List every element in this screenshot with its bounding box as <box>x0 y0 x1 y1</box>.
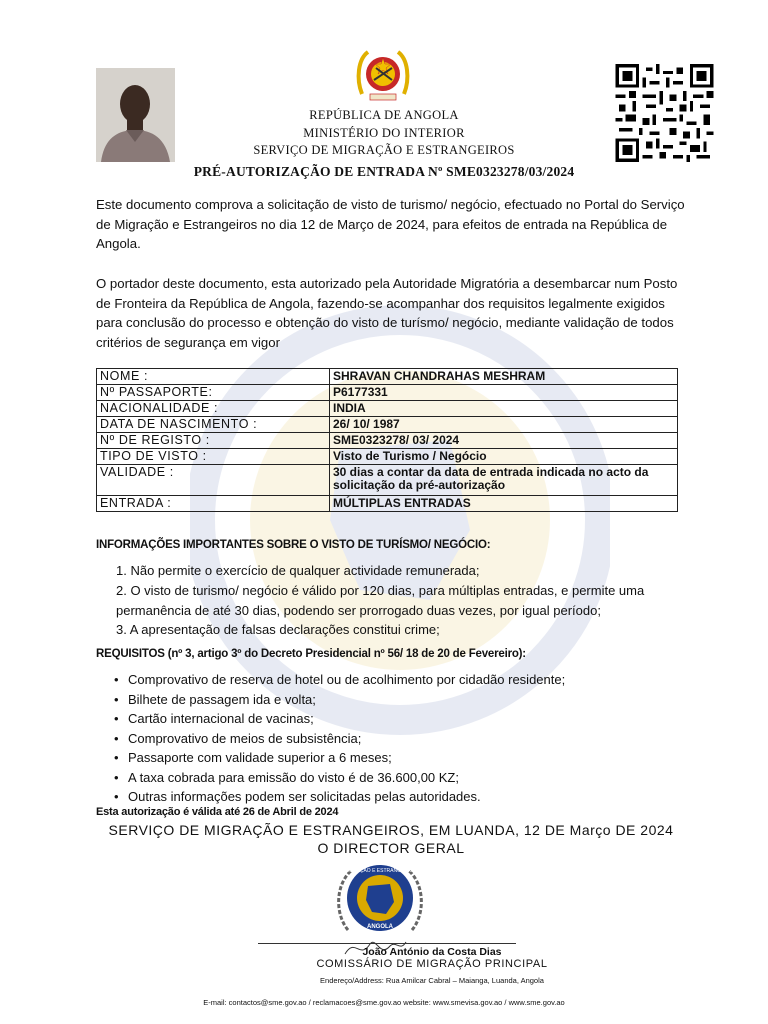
table-row <box>97 417 678 433</box>
angola-coat-of-arms-icon <box>354 44 412 104</box>
seal-top-text: MIGRAÇÃO E ESTRANGEIROS <box>343 868 417 874</box>
table-row <box>97 369 678 385</box>
footer-contacts: E-mail: contactos@sme.gov.ao / reclamacoes@sme.gov.ao website: www.smevisa.gov.ao / www.sme.gov.ao <box>203 998 565 1007</box>
header-republic: REPÚBLICA DE ANGOLA <box>309 108 459 122</box>
list-item <box>116 581 716 620</box>
label-name: NOME : <box>97 369 330 385</box>
value-registration: SME0323278/ 03/ 2024 <box>330 433 678 449</box>
label-passport: Nº PASSAPORTE: <box>97 385 330 401</box>
table-row <box>97 433 678 449</box>
sme-seal-icon <box>330 858 430 940</box>
table-row <box>97 465 678 496</box>
header-service: SERVIÇO DE MIGRAÇÃO E ESTRANGEIROS <box>253 143 515 157</box>
paragraph-request: Este documento comprova a solicitação de visto de turismo/ negócio, efectuado no Portal do Serviço de Migração e Estrangeiros no dia 12 de Março de 2024, para efeitos de entrada na República de Angola. <box>96 197 685 251</box>
list-item: • A taxa cobrada para emissão do visto é de 36.600,00 KZ; <box>114 768 674 788</box>
value-birthdate: 26/ 10/ 1987 <box>330 417 678 433</box>
list-item: • Passaporte com validade superior a 6 meses; <box>114 748 674 768</box>
list-item: • Outras informações podem ser solicitadas pelas autoridades. <box>114 787 674 807</box>
value-passport: P6177331 <box>330 385 678 401</box>
label-entry: ENTRADA : <box>97 496 330 512</box>
info-list-item-3-wrap <box>116 620 716 640</box>
table-row <box>97 496 678 512</box>
label-birthdate: DATA DE NASCIMENTO : <box>97 417 330 433</box>
director-title: O DIRECTOR GERAL <box>317 840 465 856</box>
table-row <box>97 401 678 417</box>
label-validity: VALIDADE : <box>97 465 330 496</box>
qr-code <box>613 64 716 162</box>
requirements-heading: REQUISITOS (nº 3, artigo 3º do Decreto Presidencial nº 56/ 18 de 20 de Fevereiro): <box>96 648 526 660</box>
list-item: • Comprovativo de meios de subsistência; <box>114 729 674 749</box>
value-entry: MÚLTIPLAS ENTRADAS <box>330 496 678 512</box>
seal-bottom-text: ANGOLA <box>367 924 393 930</box>
label-visa-type: TIPO DE VISTO : <box>97 449 330 465</box>
list-item: 1. Não permite o exercício de qualquer actividade remunerada; <box>116 563 480 578</box>
list-item: • Cartão internacional de vacinas; <box>114 709 674 729</box>
value-nationality: INDIA <box>330 401 678 417</box>
document-title: PRÉ-AUTORIZAÇÃO DE ENTRADA Nº SME0323278/03/2024 <box>193 164 575 179</box>
info-item-2: 2. O visto de turismo/ negócio é válido por 120 dias, para múltiplas entradas, e permite uma permanência de até 30 dias, podendo ser prorrogado duas vezes, por igual período; <box>116 583 645 618</box>
list-item: • Comprovativo de reserva de hotel ou de acolhimento por cidadão residente; <box>114 670 674 690</box>
signatory-name: João António da Costa Dias <box>362 946 502 958</box>
paragraph-authorization: O portador deste documento, esta autorizado pela Autoridade Migratória a desembarcar num Posto de Fronteira da República de Angola, fazendo-se acompanhar dos requisitos legalmente exigidos para conclusão do processo e obtenção do visto de turísmo/ negócio, mediante validação de todos critérios de segurança em vigor <box>96 276 678 350</box>
holder-info-table <box>96 368 678 512</box>
info-list-item-2-wrap <box>116 581 716 620</box>
validity-note: Esta autorização é válida até 26 de Abril de 2024 <box>96 806 339 818</box>
address: Endereço/Address: Rua Amilcar Cabral – Maianga, Luanda, Angola <box>320 976 544 985</box>
label-nationality: NACIONALIDADE : <box>97 401 330 417</box>
header-ministry: MINISTÉRIO DO INTERIOR <box>303 126 465 140</box>
table-row <box>97 449 678 465</box>
value-name: SHRAVAN CHANDRAHAS MESHRAM <box>330 369 678 385</box>
signatory-rank: COMISSÁRIO DE MIGRAÇÃO PRINCIPAL <box>316 958 548 970</box>
info-heading: INFORMAÇÕES IMPORTANTES SOBRE O VISTO DE TURÍSMO/ NEGÓCIO: <box>96 539 491 551</box>
info-list <box>116 561 716 581</box>
label-registration: Nº DE REGISTO : <box>97 433 330 449</box>
list-item: • Bilhete de passagem ida e volta; <box>114 690 674 710</box>
value-visa-type: Visto de Turismo / Negócio <box>330 449 678 465</box>
place-date: SERVIÇO DE MIGRAÇÃO E ESTRANGEIROS, EM LUANDA, 12 DE Março DE 2024 <box>108 822 674 838</box>
value-validity: 30 dias a contar da data de entrada indicada no acto da solicitação da pré-autorização <box>330 465 678 496</box>
list-item: 3. A apresentação de falsas declarações constitui crime; <box>116 622 440 637</box>
requirements-list <box>114 670 674 807</box>
table-row <box>97 385 678 401</box>
